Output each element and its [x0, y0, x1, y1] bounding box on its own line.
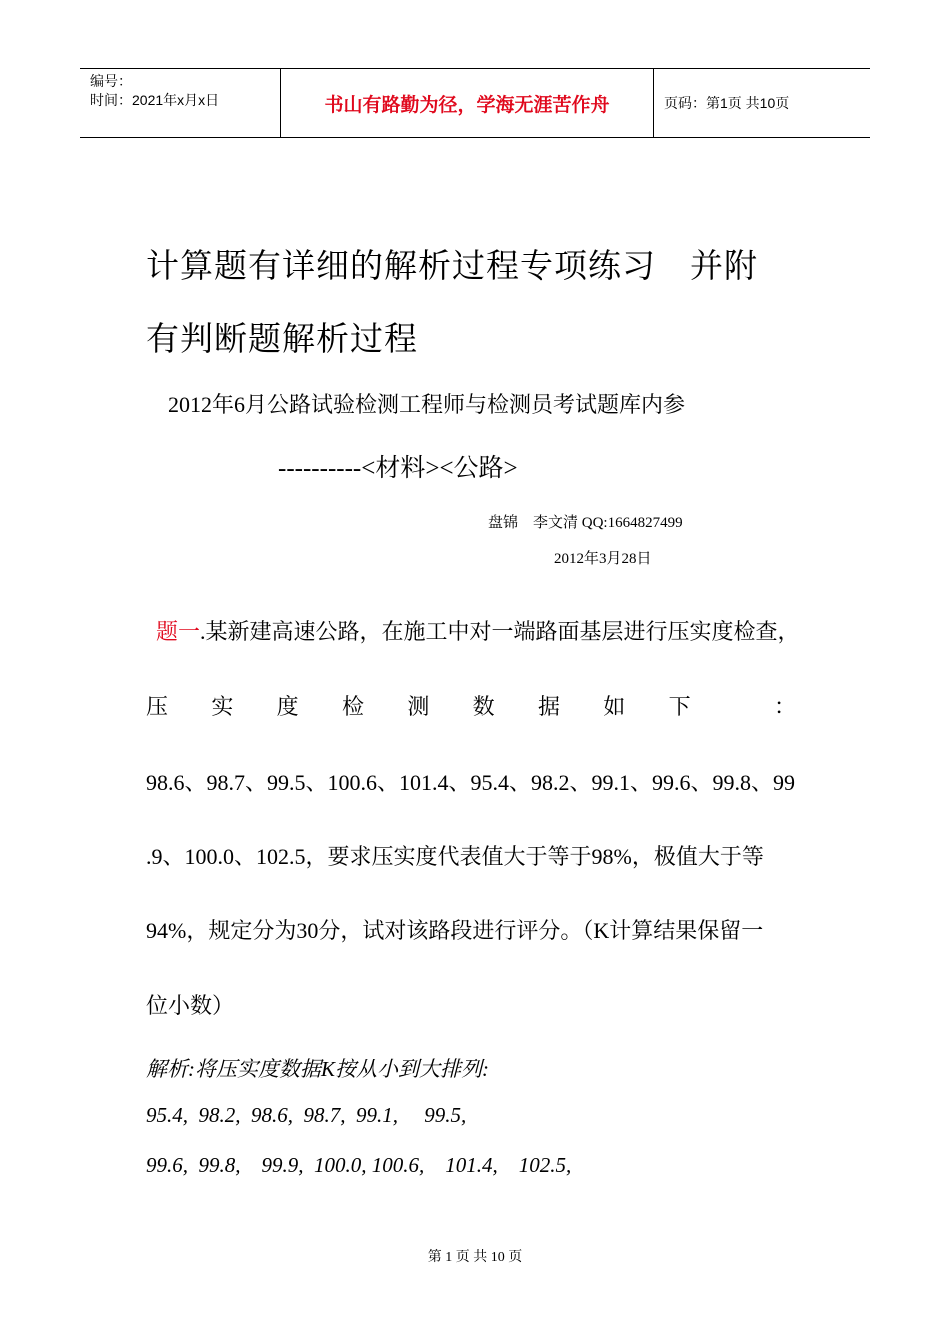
question-line-5: 94%，规定分为30分，试对该路段进行评分。（K计算结果保留一 [146, 918, 764, 943]
header-meta [80, 69, 281, 137]
document-header [80, 68, 870, 138]
subtitle: 2012年6月公路试验检测工程师与检测员考试题库内参 [168, 392, 686, 417]
date-line: 2012年3月28日 [554, 551, 652, 567]
analysis-line-3: 99.6, 99.8, 99.9, 100.0, 100.6, 101.4, 102.5, [146, 1153, 572, 1177]
spread-char: 度 [276, 694, 299, 719]
question-line-6: 位小数） [146, 993, 235, 1018]
title-line-2: 有判断题解析过程 [146, 322, 418, 358]
spread-char: 测 [407, 694, 430, 719]
spread-char: 下 [668, 694, 691, 719]
analysis-line-2: 95.4, 98.2, 98.6, 98.7, 99.1, 99.5, [146, 1103, 467, 1127]
question-line-4: .9、100.0、102.5，要求压实度代表值大于等于98%，极值大于等 [146, 844, 764, 869]
number-label: 编号： [90, 73, 132, 89]
header-motto: 书山有路勤为径，学海无涯苦作舟 [281, 69, 654, 137]
question-line-2 [146, 690, 796, 721]
question-label: 题一 [156, 619, 201, 644]
spread-char: 据 [537, 694, 560, 719]
spread-char: ： [773, 694, 796, 719]
spread-char: 压 [146, 694, 169, 719]
page-footer: 第 1 页 共 10 页 [427, 1250, 523, 1265]
analysis-line-1: 解析:将压实度数据K按从小到大排列: [146, 1057, 489, 1081]
title-line-1: 计算题有详细的解析过程专项练习 并附 [146, 249, 758, 285]
subtitle-category: ----------<材料><公路> [278, 455, 518, 482]
spread-char: 数 [472, 694, 495, 719]
author-line: 盘锦 李文清 QQ:1664827499 [488, 515, 683, 531]
spread-char: 如 [603, 694, 626, 719]
question-line-1-text: .某新建高速公路，在施工中对一端路面基层进行压实度检查， [200, 619, 800, 644]
spread-char: 检 [341, 694, 364, 719]
time-label: 时间：2021年x月x日 [90, 92, 220, 108]
header-page-info: 页码：第1页 共10页 [664, 95, 790, 111]
spread-char: 实 [211, 694, 234, 719]
question-line-3: 98.6、98.7、99.5、100.6、101.4、95.4、98.2、99.1、99.6、99.8、99 [146, 770, 796, 795]
question-line-1 [156, 615, 800, 646]
